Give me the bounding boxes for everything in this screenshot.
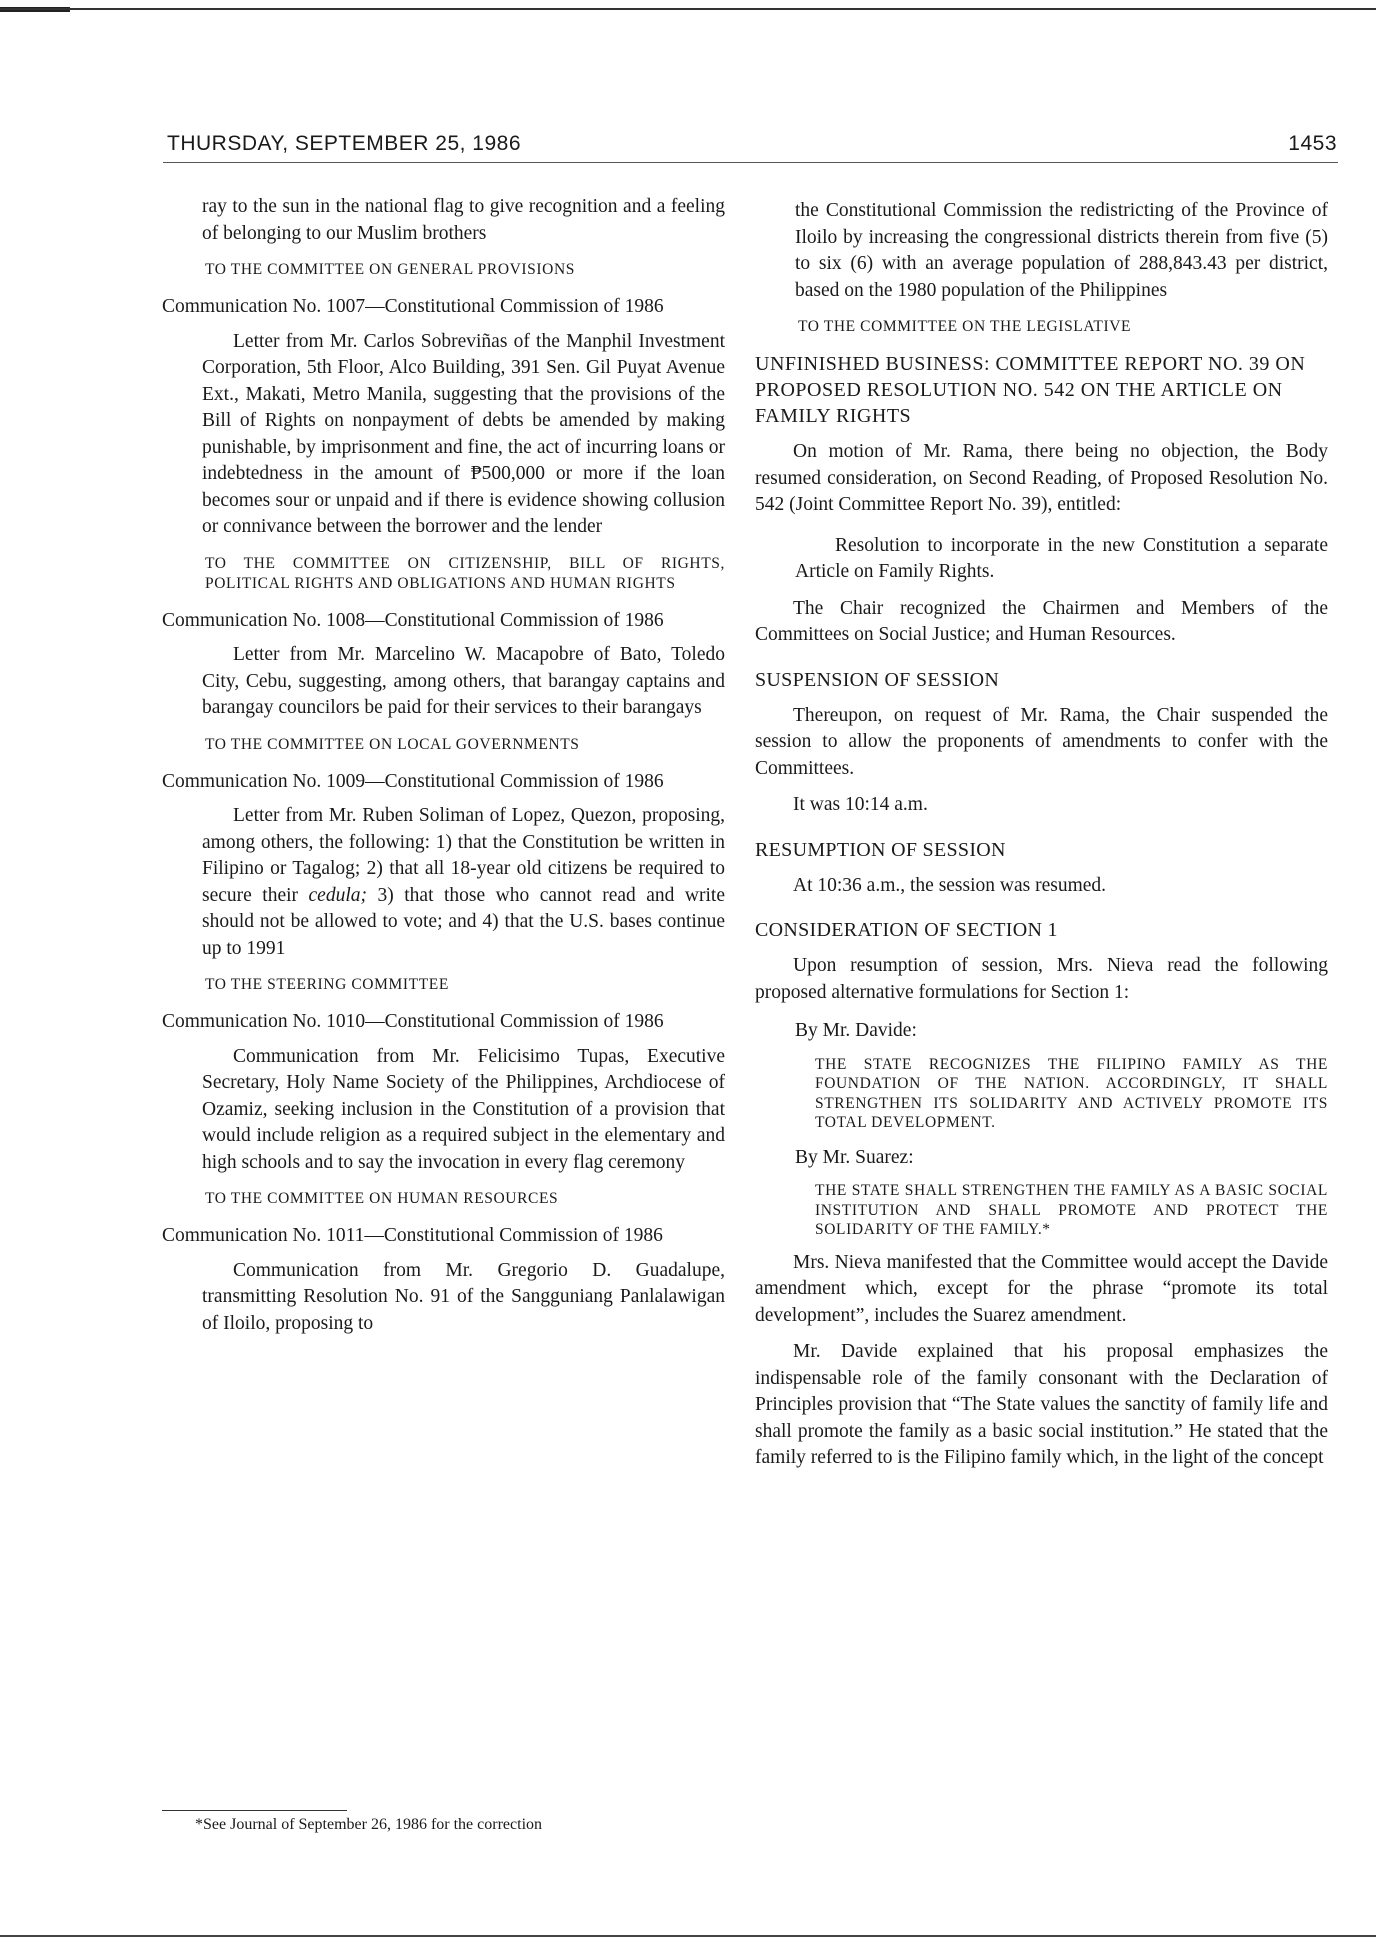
communication-body [202,803,725,962]
body-text: Letter from Mr. Ruben Soliman of Lopez, Quezon, proposing, among others, the following: 1) that the Constitution be written in Filipino or Tagalog; 2) that all 18-year old citizens be required to secure their [202,805,725,906]
committee-referral: TO THE COMMITTEE ON HUMAN RESOURCES [205,1190,559,1207]
communication-body: Letter from Mr. Marcelino W. Macapobre of Bato, Toledo City, Cebu, suggesting, among others, that barangay captains and barangay councilors be paid for their services to their barangays [202,644,725,718]
paragraph: It was 10:14 a.m. [793,794,928,815]
proposer-label: By Mr. Suarez: [795,1146,914,1168]
body-text: 3) that those who cannot read and write should not be allowed to vote; and 4) that the U.S. bases continue up to 1991 [202,884,725,959]
paragraph: At 10:36 a.m., the session was resumed. [793,874,1107,896]
section-heading: CONSIDERATION OF SECTION 1 [755,919,1058,941]
section-heading: SUSPENSION OF SESSION [755,668,1000,691]
communication-body: Communication from Mr. Gregorio D. Guadalupe, transmitting Resolution No. 91 of the Sangguniang Panlalawigan of Iloilo, proposing to [202,1259,725,1334]
communication-title: Communication No. 1009—Constitutional Commission of 1986 [162,770,664,792]
communication-title: Communication No. 1008—Constitutional Commission of 1986 [162,609,664,631]
paragraph: Upon resumption of session, Mrs. Nieva read the following proposed alternative formulations for Section 1: [755,955,1328,1003]
left-column [162,194,725,1337]
committee-referral: TO THE COMMITTEE ON CITIZENSHIP, BILL OF RIGHTS, POLITICAL RIGHTS AND OBLIGATIONS AND HUMAN RIGHTS [205,554,725,592]
bottom-edge-rule [0,1935,1376,1937]
proposed-text: THE STATE SHALL STRENGTHEN THE FAMILY AS A BASIC SOCIAL INSTITUTION AND SHALL PROMOTE AND PROTECT THE SOLIDARITY OF THE FAMILY.* [815,1182,1328,1238]
paragraph: The Chair recognized the Chairmen and Members of the Committees on Social Justice; and Human Resources. [755,597,1328,645]
committee-referral: TO THE STEERING COMMITTEE [205,976,449,993]
header-date: THURSDAY, SEPTEMBER 25, 1986 [167,132,522,155]
footnote-rule [162,1810,347,1811]
resolution-title: Resolution to incorporate in the new Constitution a separate Article on Family Rights. [795,534,1328,582]
intro-text: ray to the sun in the national flag to give recognition and a feeling of belonging to our Muslim brothers [202,196,725,244]
page-number: 1453 [1288,132,1337,155]
right-column [755,198,1328,1472]
communication-title: Communication No. 1011—Constitutional Commission of 1986 [162,1225,663,1246]
paragraph: Mr. Davide explained that his proposal emphasizes the indispensable role of the family consonant with the Declaration of Principles provision that “The State values the sanctity of family life and shall promote the family as a basic social institution.” He stated that the family referred to is the Filipino family which, in the light of the concept [755,1341,1328,1468]
committee-referral: TO THE COMMITTEE ON GENERAL PROVISIONS [205,261,575,278]
continuation-text: the Constitutional Commission the redistricting of the Province of Iloilo by increasing the congressional districts therein from five (5) to six (6) with an average population of 288,843.43 per district, based on the 1980 population of the Philippines [795,200,1328,301]
paragraph: Thereupon, on request of Mr. Rama, the Chair suspended the session to allow the proponents of amendments to confer with the Committees. [755,704,1328,779]
paragraph: On motion of Mr. Rama, there being no objection, the Body resumed consideration, on Second Reading, of Proposed Resolution No. 542 (Joint Committee Report No. 39), entitled: [755,441,1328,515]
page-header [167,132,1337,160]
committee-referral: TO THE COMMITTEE ON LOCAL GOVERNMENTS [205,735,580,753]
communication-body: Communication from Mr. Felicisimo Tupas, Executive Secretary, Holy Name Society of the Philippines, Archdiocese of Ozamiz, seeking inclusion in the Constitution of a provision that would include religion as a required subject in the elementary and high schools and to say the invocation in every flag ceremony [202,1045,725,1173]
communication-title: Communication No. 1010—Constitutional Commission of 1986 [162,1011,664,1032]
paragraph: Mrs. Nieva manifested that the Committee would accept the Davide amendment which, except for the phrase “promote its total development”, includes the Suarez amendment. [755,1251,1328,1326]
section-heading: RESUMPTION OF SESSION [755,838,1006,861]
top-edge-rule [0,8,1376,10]
communication-body: Letter from Mr. Carlos Sobreviñas of the Manphil Investment Corporation, 5th Floor, Alco Building, 391 Sen. Gil Puyat Avenue Ext., Makati, Metro Manila, suggesting that the provisions of the Bill of Rights on nonpayment of debts be amended by making punishable, by imprisonment and fine, the act of incurring loans or indebtedness in the amount of ₱500,000 or more if the loan becomes sour or unpaid and if there is evidence showing collusion or connivance between the borrower and the lender [202,330,725,537]
proposed-text: THE STATE RECOGNIZES THE FILIPINO FAMILY AS THE FOUNDATION OF THE NATION. ACCORDINGLY, IT SHALL STRENGTHEN ITS SOLIDARITY AND ACTIVELY PROMOTE ITS TOTAL DEVELOPMENT. [815,1055,1328,1131]
header-rule [163,162,1338,163]
proposer-label: By Mr. Davide: [795,1020,917,1041]
committee-referral: TO THE COMMITTEE ON THE LEGISLATIVE [798,318,1132,335]
communication-title: Communication No. 1007—Constitutional Commission of 1986 [162,296,664,317]
italic-term: cedula; [308,884,368,906]
section-heading: UNFINISHED BUSINESS: COMMITTEE REPORT NO. 39 ON PROPOSED RESOLUTION NO. 542 ON THE ARTICLE ON FAMILY RIGHTS [755,353,1306,427]
footnote: *See Journal of September 26, 1986 for the correction [195,1816,543,1833]
